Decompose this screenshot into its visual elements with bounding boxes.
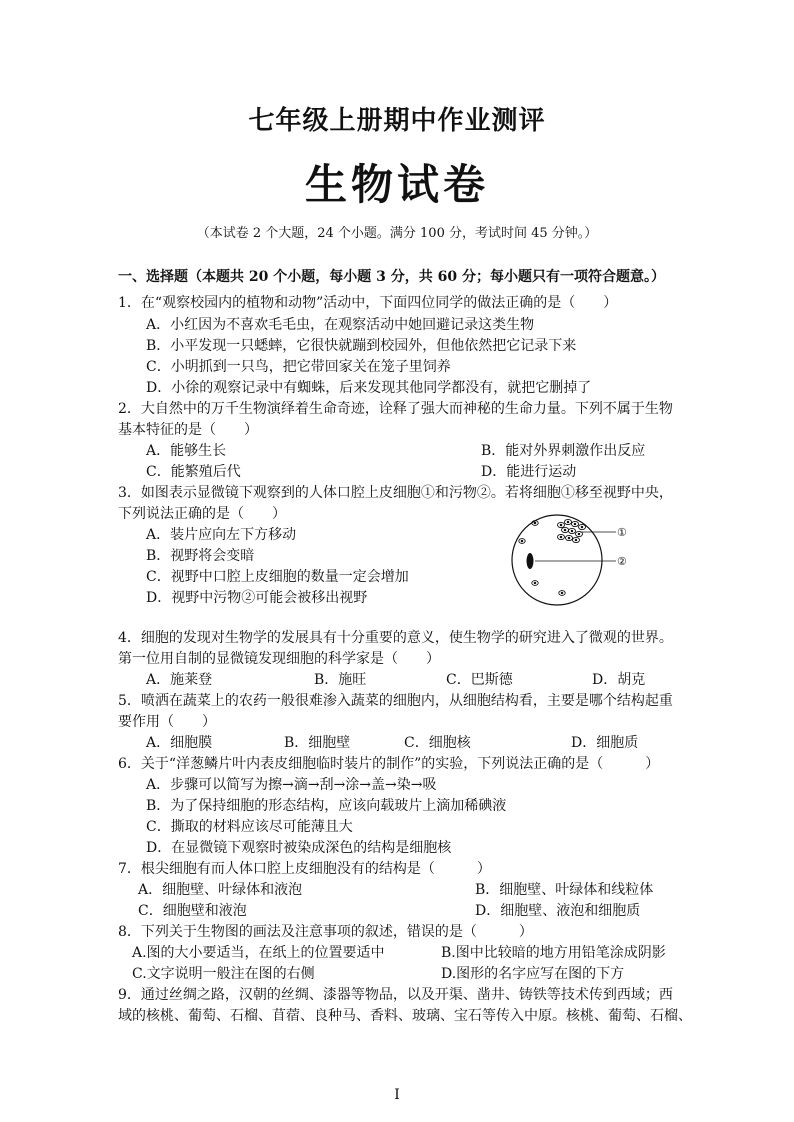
- q7-option-d: D．细胞壁、液泡和细胞质: [475, 903, 641, 919]
- dirt-spot: [527, 553, 534, 569]
- q1-option-b: B．小平发现一只蟋蟀，它很快就蹦到校园外，但他依然把它记录下来: [146, 338, 577, 354]
- q2-stem-line1: 2．大自然中的万千生物演绎着生命奇迹，诠释了强大而神秘的生命力量。下列不属于生物: [118, 401, 673, 417]
- page-number: I: [394, 1087, 400, 1103]
- q5-option-c: C．细胞核: [404, 735, 471, 751]
- q9-line2: 域的核桃、葡萄、石榴、苜蓿、良种马、香料、玻璃、宝石等传入中原。核桃、葡萄、石榴、: [118, 1008, 692, 1024]
- q1-option-d: D．小徐的观察记录中有蜘蛛，后来发现其他同学都没有，就把它删掉了: [146, 380, 592, 396]
- q4-stem-line2: 第一位用自制的显微镜发现细胞的科学家是（ ）: [118, 651, 440, 667]
- exam-title: 七年级上册期中作业测评: [248, 106, 546, 136]
- label-dirt: ②: [617, 555, 627, 568]
- q8-stem: 8．下列关于生物图的画法及注意事项的叙述，错误的是（ ）: [118, 924, 533, 940]
- q3-option-d: D．视野中污物②可能会被移出视野: [146, 590, 368, 606]
- q2-option-b: B．能对外界刺激作出反应: [481, 443, 646, 459]
- q1-stem: 1．在“观察校园内的植物和动物”活动中，下面四位同学的做法正确的是（ ）: [118, 295, 618, 311]
- q2-option-c: C．能繁殖后代: [146, 464, 241, 480]
- q8-option-a: A.图的大小要适当，在纸上的位置要适中: [132, 945, 385, 961]
- q3-option-a: A．装片应向左下方移动: [146, 527, 297, 543]
- q8-option-b: B.图中比较暗的地方用铅笔涂成阴影: [441, 945, 666, 961]
- q8-option-d: D.图形的名字应写在图的下方: [441, 966, 625, 982]
- q9-line1: 9．通过丝绸之路，汉朝的丝绸、漆器等物品，以及开渠、凿井、铸铁等技术传到西域；西: [118, 987, 673, 1003]
- q1-option-a: A．小红因为不喜欢毛毛虫，在观察活动中她回避记录这类生物: [146, 317, 535, 333]
- q5-option-a: A．细胞膜: [146, 735, 213, 751]
- exam-note: （本试卷 2 个大题，24 个小题。满分 100 分，考试时间 45 分钟。）: [196, 226, 598, 241]
- q4-option-d: D．胡克: [592, 672, 646, 688]
- q6-stem: 6．关于“洋葱鳞片叶内表皮细胞临时装片的制作”的实验，下列说法正确的是（ ）: [118, 756, 660, 772]
- q5-option-b: B．细胞壁: [284, 735, 351, 751]
- exam-subtitle: 生物试卷: [304, 160, 489, 209]
- q6-option-b: B．为了保持细胞的形态结构，应该向载玻片上滴加稀碘液: [146, 798, 507, 814]
- q7-stem: 7．根尖细胞有而人体口腔上皮细胞没有的结构是（ ）: [118, 861, 491, 877]
- q7-option-c: C．细胞壁和液泡: [138, 903, 247, 919]
- q8-option-c: C.文字说明一般注在图的右侧: [132, 966, 315, 982]
- q6-option-d: D．在显微镜下观察时被染成深色的结构是细胞核: [146, 840, 452, 856]
- q4-option-b: B．施旺: [314, 672, 367, 688]
- scattered-cells: [519, 521, 565, 596]
- q5-stem-line1: 5．喷洒在蔬菜上的农药一般很难渗入蔬菜的细胞内，从细胞结构看，主要是哪个结构起重: [118, 693, 673, 709]
- q2-option-d: D．能进行运动: [481, 464, 577, 480]
- q7-option-b: B．细胞壁、叶绿体和线粒体: [475, 882, 654, 898]
- q2-stem-line2: 基本特征的是（ ）: [118, 422, 258, 438]
- field-of-view-circle: [512, 515, 602, 605]
- q3-stem-line2: 下列说法正确的是（ ）: [118, 506, 286, 522]
- q4-option-a: A．施莱登: [146, 672, 213, 688]
- q7-option-a: A．细胞壁、叶绿体和液泡: [138, 882, 303, 898]
- q3-stem-line1: 3．如图表示显微镜下观察到的人体口腔上皮细胞①和污物②。若将细胞①移至视野中央，: [118, 485, 673, 501]
- microscope-field-figure: [505, 508, 635, 612]
- q3-option-c: C．视野中口腔上皮细胞的数量一定会增加: [146, 569, 409, 585]
- q6-option-c: C．撕取的材料应该尽可能薄且大: [146, 819, 353, 835]
- label-cell: ①: [617, 526, 627, 539]
- q2-option-a: A．能够生长: [146, 443, 227, 459]
- q6-option-a: A．步骤可以简写为擦→滴→刮→涂→盖→染→吸: [146, 777, 437, 793]
- section-heading: 一、选择题（本题共 20 个小题，每小题 3 分，共 60 分；每小题只有一项符合题意。）: [118, 269, 665, 285]
- q4-stem-line1: 4．细胞的发现对生物学的发展具有十分重要的意义，使生物学的研究进入了微观的世界。: [118, 630, 673, 646]
- q4-option-c: C．巴斯德: [446, 672, 513, 688]
- q1-option-c: C．小明抓到一只鸟，把它带回家关在笼子里饲养: [146, 359, 451, 375]
- q5-stem-line2: 要作用（ ）: [118, 714, 216, 730]
- q5-option-d: D．细胞质: [571, 735, 639, 751]
- epithelial-cells-cluster: [558, 519, 586, 542]
- q3-option-b: B．视野将会变暗: [146, 548, 255, 564]
